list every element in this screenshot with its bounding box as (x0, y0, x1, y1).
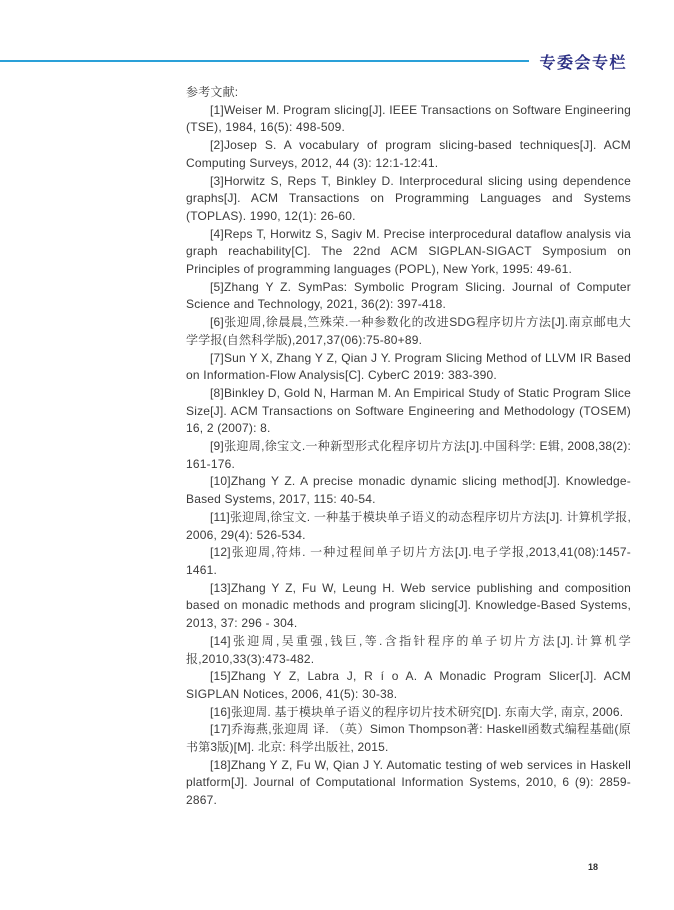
reference-item: [17]乔海燕,张迎周 译. （英）Simon Thompson著: Haskell函数式编程基础(原书第3版)[M]. 北京: 科学出版社, 2015. (186, 722, 631, 755)
reference-item: [11]张迎周,徐宝文. 一种基于模块单子语义的动态程序切片方法[J]. 计算机学报, 2006, 29(4): 526-534. (186, 509, 631, 542)
page-number: 18 (587, 862, 598, 872)
reference-item: [4]Reps T, Horwitz S, Sagiv M. Precise interprocedural dataflow analysis via graph reachability[C]. The 22nd ACM SIGPLAN-SIGACT Symposium on Principles of programming languages (POPL), New York, 1995: 49-61. (186, 226, 631, 277)
reference-item: [16]张迎周. 基于模块单子语义的程序切片技术研究[D]. 东南大学, 南京, 2006. (210, 704, 624, 719)
reference-item: [9]张迎周,徐宝文.一种新型形式化程序切片方法[J].中国科学: E辑, 2008,38(2): 161-176. (186, 439, 631, 471)
reference-item: [12]张迎周,符炜. 一种过程间单子切片方法[J].电子学报,2013,41(08):1457-1461. (186, 545, 631, 577)
reference-item: [2]Josep S. A vocabulary of program slicing-based techniques[J]. ACM Computing Surveys, 2012, 44 (3): 12:1-12:41. (186, 138, 631, 170)
references-section (186, 84, 631, 810)
reference-item: [15]Zhang Y Z, Labra J, R í o A. A Monadic Program Slicer[J]. ACM SIGPLAN Notices, 2006, 41(5): 30-38. (186, 669, 631, 701)
reference-item: [13]Zhang Y Z, Fu W, Leung H. Web service publishing and composition based on monadic methods and program slicing[J]. Knowledge-Based Systems, 2013, 37: 296 - 304. (186, 580, 631, 631)
reference-item: [6]张迎周,徐晨晨,竺殊荣.一种参数化的改进SDG程序切片方法[J].南京邮电大学学报(自然科学版),2017,37(06):75-80+89. (186, 315, 631, 347)
references-heading: 参考文献: (186, 85, 239, 99)
reference-item: [8]Binkley D, Gold N, Harman M. An Empirical Study of Static Program Slice Size[J]. ACM Transactions on Software Engineering and Methodology (TOSEM) 16, 2 (2007): 8. (186, 385, 631, 436)
reference-item: [10]Zhang Y Z. A precise monadic dynamic slicing method[J]. Knowledge-Based Systems, 2017, 115: 40-54. (186, 474, 631, 507)
reference-item: [3]Horwitz S, Reps T, Binkley D. Interprocedural slicing using dependence graphs[J]. ACM Transactions on Programming Languages and Systems (TOPLAS). 1990, 12(1): 26-60. (186, 173, 631, 223)
reference-item: [5]Zhang Y Z. SymPas: Symbolic Program Slicing. Journal of Computer Science and Technology, 2021, 36(2): 397-418. (186, 279, 631, 312)
header-divider-line (0, 60, 529, 62)
reference-item: [7]Sun Y X, Zhang Y Z, Qian J Y. Program Slicing Method of LLVM IR Based on Information-Flow Analysis[C]. CyberC 2019: 383-390. (186, 350, 631, 383)
column-header-title: 专委会专栏 (539, 55, 627, 72)
reference-item: [14]张迎周,吴重强,钱巨,等.含指针程序的单子切片方法[J].计算机学报,2010,33(3):473-482. (186, 633, 631, 666)
reference-item: [1]Weiser M. Program slicing[J]. IEEE Transactions on Software Engineering (TSE), 1984, 16(5): 498-509. (186, 102, 631, 135)
reference-item: [18]Zhang Y Z, Fu W, Qian J Y. Automatic testing of web services in Haskell platform[J]. Journal of Computational Information Systems, 2010, 6 (9): 2859-2867. (186, 757, 631, 808)
